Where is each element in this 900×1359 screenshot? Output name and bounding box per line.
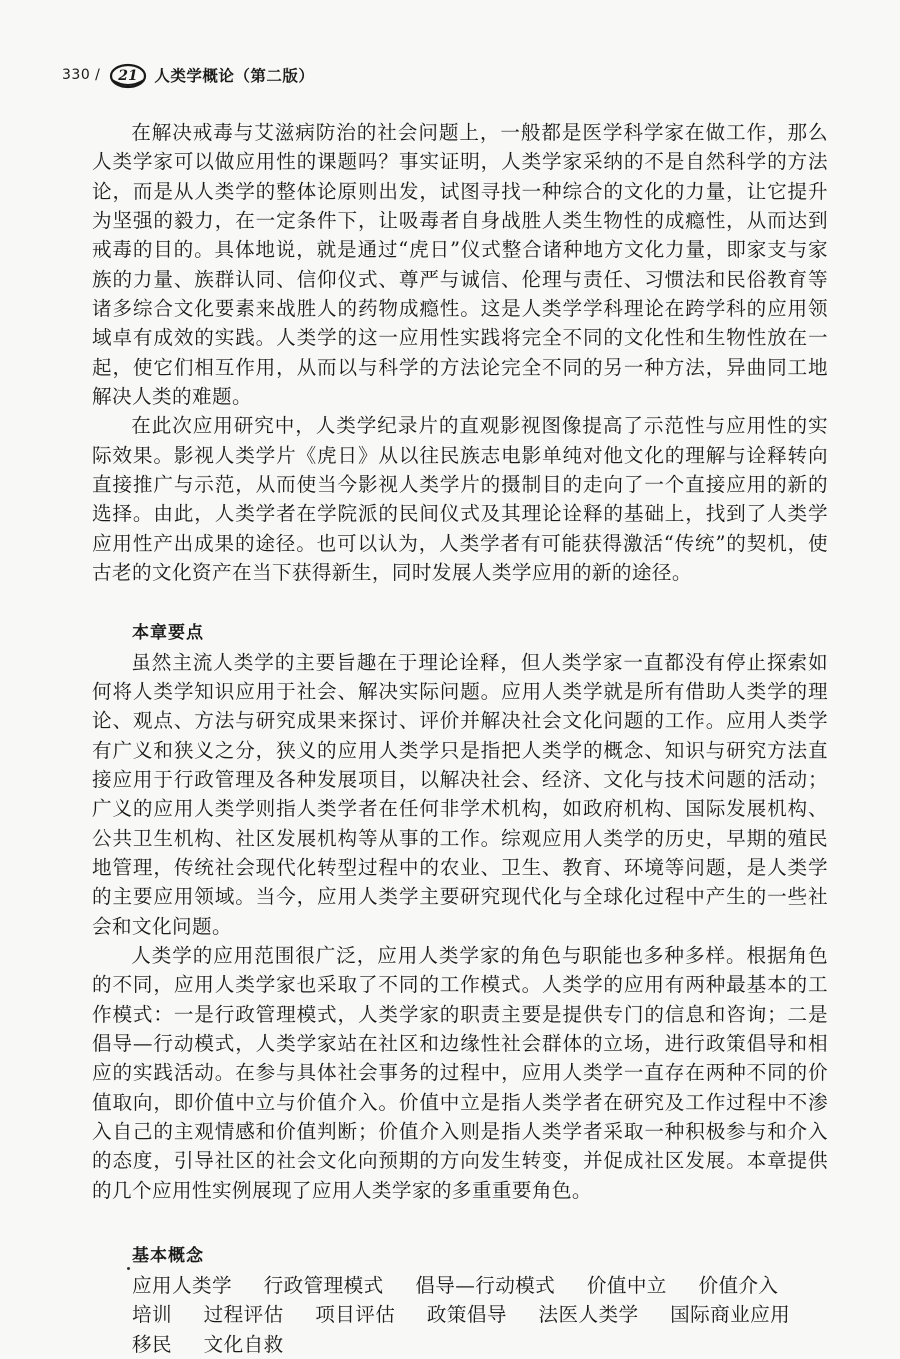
concept-term: 价值介入 bbox=[698, 1274, 779, 1298]
svg-text:21: 21 bbox=[118, 68, 139, 84]
scan-speck bbox=[127, 1267, 130, 1270]
paragraph-intro-2: 在此次应用研究中，人类学纪录片的直观影视图像提高了示范性与应用性的实际效果。影视人类学片《虎日》从以往民族志电影单纯对他文化的理解与诠释转向直接推广与示范，从而使当今影视人类学片的摄制目的走向了一个直接应用的新的选择。由此，人类学者在学院派的民间仪式及其理论诠释的基础上，找到了人类学应用性产出成果的途径。也可以认为，人类学者有可能获得激活“传统”的契机，使古老的文化资产在当下获得新生，同时发展人类学应用的新的途径。 bbox=[92, 414, 828, 585]
book-title: 人类学概论（第二版） bbox=[154, 67, 315, 85]
concept-term: 倡导—行动模式 bbox=[415, 1274, 556, 1298]
concept-term-list bbox=[92, 1271, 828, 1359]
concept-term: 国际商业应用 bbox=[670, 1303, 791, 1327]
concept-term: 政策倡导 bbox=[426, 1303, 507, 1327]
page-number: 330 / bbox=[62, 67, 101, 83]
concept-term: 应用人类学 bbox=[132, 1274, 232, 1298]
concept-term: 价值中立 bbox=[586, 1274, 667, 1298]
paragraph-key-point-1: 虽然主流人类学的主要旨趣在于理论诠释，但人类学家一直都没有停止探索如何将人类学知识应用于社会、解决实际问题。应用人类学就是所有借助人类学的理论、观点、方法与研究成果来探讨、评价并解决社会文化问题的工作。应用人类学有广义和狭义之分，狭义的应用人类学只是指把人类学的概念、知识与研究方法直接应用于行政管理及各种发展项目，以解决社会、经济、文化与技术问题的活动；广义的应用人类学则指人类学者在任何非学术机构，如政府机构、国际发展机构、公共卫生机构、社区发展机构等从事的工作。综观应用人类学的历史，早期的殖民地管理，传统社会现代化转型过程中的农业、卫生、教育、环境等问题，是人类学的主要应用领域。当今，应用人类学主要研究现代化与全球化过程中产生的一些社会和文化问题。 bbox=[92, 650, 828, 938]
section-heading-key-points: 本章要点 bbox=[132, 622, 204, 643]
paragraph-key-point-2: 人类学的应用范围很广泛，应用人类学家的角色与职能也多种多样。根据角色的不同，应用人类学家也采取了不同的工作模式。人类学的应用有两种最基本的工作模式：一是行政管理模式，人类学家的职责主要是提供专门的信息和咨询；二是倡导—行动模式，人类学家站在社区和边缘性社会群体的立场，进行政策倡导和相应的实践活动。在参与具体社会事务的过程中，应用人类学一直存在两种不同的价值取向，即价值中立与价值介入。价值中立是指人类学者在研究及工作过程中不渗入自己的主观情感和价值判断；价值介入则是指人类学者采取一种积极参与和介入的态度，引导社区的社会文化向预期的方向发生转变，并促成社区发展。本章提供的几个应用性实例展现了应用人类学家的多重重要角色。 bbox=[92, 943, 828, 1202]
concept-term: 行政管理模式 bbox=[263, 1274, 384, 1298]
main-text bbox=[92, 118, 828, 1359]
concept-term: 法医人类学 bbox=[538, 1303, 639, 1327]
concept-term: 培训 bbox=[132, 1303, 172, 1327]
concept-term: 项目评估 bbox=[315, 1303, 396, 1327]
running-header bbox=[62, 58, 314, 92]
concept-term: 移民 bbox=[132, 1332, 172, 1356]
concept-term: 过程评估 bbox=[203, 1303, 284, 1327]
concept-term: 文化自救 bbox=[203, 1332, 284, 1356]
publisher-logo-icon bbox=[108, 60, 148, 90]
section-heading-basic-concepts: 基本概念 bbox=[132, 1246, 204, 1267]
paragraph-intro-1: 在解决戒毒与艾滋病防治的社会问题上，一般都是医学科学家在做工作，那么人类学家可以做应用性的课题吗？事实证明，人类学家采纳的不是自然科学的方法论，而是从人类学的整体论原则出发，试图寻找一种综合的文化的力量，让它提升为坚强的毅力，在一定条件下，让吸毒者自身战胜人类生物性的成瘾性，从而达到戒毒的目的。具体地说，就是通过“虎日”仪式整合诸种地方文化力量，即家支与家族的力量、族群认同、信仰仪式、尊严与诚信、伦理与责任、习惯法和民俗教育等诸多综合文化要素来战胜人的药物成瘾性。这是人类学学科理论在跨学科的应用领域卓有成效的实践。人类学的这一应用性实践将完全不同的文化性和生物性放在一起，使它们相互作用，从而以与科学的方法论完全不同的另一种方法，异曲同工地解决人类的难题。 bbox=[92, 121, 828, 409]
